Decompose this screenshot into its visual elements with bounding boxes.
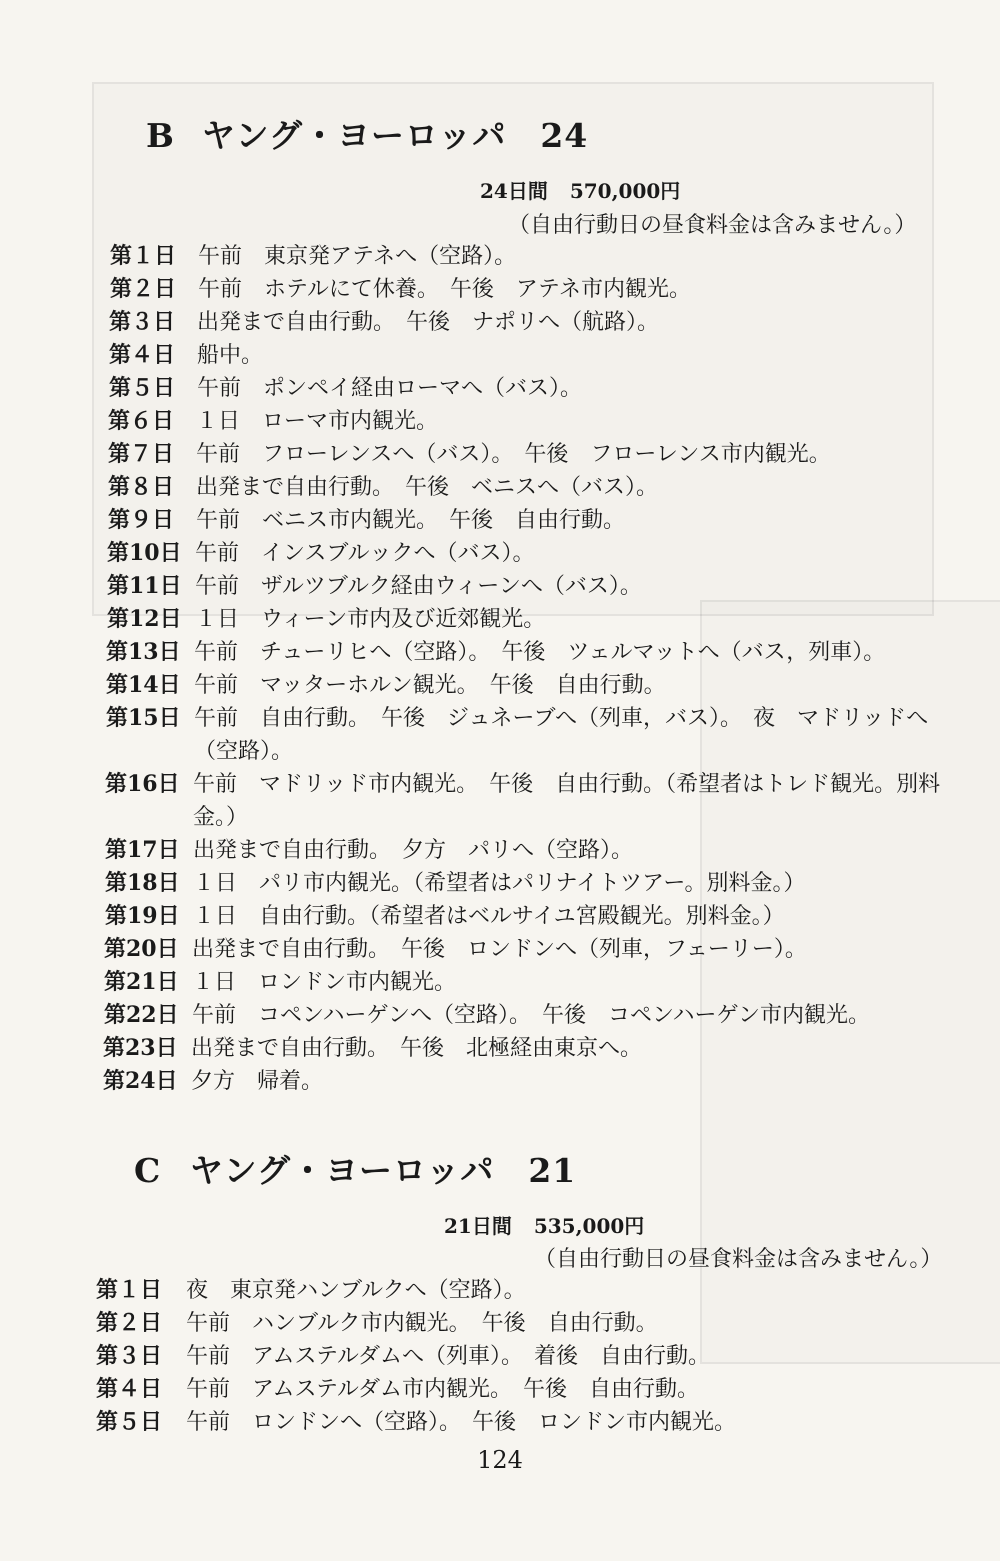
- tour-b-summary: [480, 175, 680, 204]
- itinerary-row: [0, 966, 1000, 999]
- day-label: 第10日: [107, 540, 182, 566]
- day-label: 第４日: [96, 1376, 163, 1402]
- day-description: 午前 自由行動。 午後 ジュネーブへ（列車，バス）。 夜 マドリッドへ（空路）。: [194, 706, 929, 764]
- day-label: 第５日: [96, 1409, 163, 1435]
- day-description: 午前 フローレンスへ（バス）。 午後 フローレンス市内観光。: [196, 442, 831, 467]
- day-description: 午前 ポンペイ経由ローマへ（バス）。: [197, 376, 583, 401]
- day-description: 午前 アムステルダムへ（列車）。 着後 自由行動。: [186, 1344, 711, 1369]
- day-label: 第８日: [108, 474, 175, 500]
- day-label: 第11日: [107, 573, 182, 599]
- itinerary-row: [0, 372, 1000, 405]
- day-description: １日 自由行動。（希望者はベルサイユ宮殿観光。別料金。）: [193, 904, 785, 929]
- tour-c-heading: [134, 1145, 576, 1192]
- day-description: 午前 マッターホルン観光。 午後 自由行動。: [194, 673, 666, 698]
- tour-b-note: （自由行動日の昼食料金は含みません。）: [508, 213, 917, 238]
- itinerary-row: [0, 240, 1000, 273]
- itinerary-row: [0, 438, 1000, 471]
- day-label: 第24日: [103, 1068, 178, 1094]
- day-label: 第18日: [105, 870, 180, 896]
- day-label: 第５日: [109, 375, 176, 401]
- day-label: 第９日: [108, 507, 175, 533]
- day-label: 第22日: [104, 1002, 179, 1028]
- itinerary-row: [0, 504, 1000, 537]
- itinerary-row: [0, 933, 1000, 966]
- day-description: 船中。: [197, 343, 264, 368]
- day-label: 第３日: [96, 1343, 163, 1369]
- day-label: 第１日: [110, 243, 177, 269]
- day-description: 午前 チューリヒへ（空路）。 午後 ツェルマットへ（バス，列車）。: [194, 640, 886, 665]
- itinerary-row: [0, 1307, 1000, 1340]
- itinerary-row: [0, 405, 1000, 438]
- day-description: 午前 アムステルダム市内観光。 午後 自由行動。: [186, 1377, 700, 1402]
- day-description: １日 ウィーン市内及び近郊観光。: [195, 607, 546, 632]
- tour-b-heading: [146, 110, 588, 157]
- tour-c-note: （自由行動日の昼食料金は含みません。）: [534, 1247, 943, 1272]
- itinerary-row: [0, 306, 1000, 339]
- itinerary-row: [0, 669, 1000, 702]
- day-label: 第12日: [107, 606, 182, 632]
- itinerary-row: [0, 471, 1000, 504]
- day-label: 第７日: [108, 441, 175, 467]
- day-description: １日 ロンドン市内観光。: [192, 970, 457, 995]
- itinerary-row: [0, 339, 1000, 372]
- day-description: 出発まで自由行動。 夕方 パリへ（空路）。: [193, 838, 634, 863]
- tour-b-price: 570,000円: [569, 179, 681, 203]
- day-description: １日 ローマ市内観光。: [196, 409, 439, 434]
- day-description: 出発まで自由行動。 午後 ロンドンへ（列車，フェーリー）。: [192, 937, 807, 962]
- itinerary-row: [0, 768, 1000, 834]
- day-label: 第21日: [104, 969, 179, 995]
- day-description: 午前 ザルツブルク経由ウィーンへ（バス）。: [195, 574, 642, 599]
- day-label: 第23日: [103, 1035, 178, 1061]
- day-description: 午前 インスブルックへ（バス）。: [195, 541, 535, 566]
- day-description: 午前 ロンドンへ（空路）。 午後 ロンドン市内観光。: [186, 1410, 737, 1435]
- day-label: 第17日: [105, 837, 180, 863]
- day-label: 第３日: [109, 309, 176, 335]
- itinerary-row: [0, 603, 1000, 636]
- tour-c-duration: 21日間: [444, 1214, 512, 1238]
- tour-c-summary: [444, 1210, 644, 1239]
- day-label: 第15日: [106, 705, 181, 731]
- day-description: 午前 マドリッド市内観光。 午後 自由行動。（希望者はトレド観光。別料金。）: [193, 772, 941, 830]
- day-description: 出発まで自由行動。 午後 ベニスへ（バス）。: [196, 475, 659, 500]
- day-label: 第16日: [105, 771, 180, 797]
- day-label: 第２日: [96, 1310, 163, 1336]
- day-description: 出発まで自由行動。 午後 ナポリへ（航路）。: [197, 310, 660, 335]
- tour-c-itinerary: [0, 1274, 1000, 1439]
- day-description: １日 パリ市内観光。（希望者はパリナイトツアー。別料金。）: [193, 871, 806, 896]
- day-label: 第14日: [106, 672, 181, 698]
- itinerary-row: [0, 1340, 1000, 1373]
- itinerary-row: [0, 636, 1000, 669]
- day-label: 第13日: [106, 639, 181, 665]
- itinerary-row: [0, 570, 1000, 603]
- tour-b-duration: 24日間: [480, 179, 548, 203]
- itinerary-row: [0, 1065, 1000, 1098]
- tour-b-itinerary: [0, 240, 1000, 1098]
- tour-c-price: 535,000円: [533, 1214, 645, 1238]
- page-number: 124: [477, 1446, 523, 1474]
- day-label: 第４日: [109, 342, 176, 368]
- tour-b-letter: B: [146, 116, 175, 155]
- itinerary-row: [0, 867, 1000, 900]
- day-description: 午前 ハンブルク市内観光。 午後 自由行動。: [186, 1311, 658, 1336]
- tour-c-letter: C: [134, 1151, 162, 1190]
- day-description: 出発まで自由行動。 午後 北極経由東京へ。: [191, 1036, 643, 1061]
- day-label: 第２日: [110, 276, 177, 302]
- day-label: 第６日: [108, 408, 175, 434]
- itinerary-row: [0, 537, 1000, 570]
- day-description: 夕方 帰着。: [191, 1069, 324, 1094]
- itinerary-row: [0, 1274, 1000, 1307]
- itinerary-row: [0, 834, 1000, 867]
- tour-b-title: ヤング・ヨーロッパ 24: [202, 116, 589, 155]
- day-description: 午前 ホテルにて休養。 午後 アテネ市内観光。: [198, 277, 692, 302]
- itinerary-row: [0, 1406, 1000, 1439]
- day-description: 午前 コペンハーゲンへ（空路）。 午後 コペンハーゲン市内観光。: [192, 1003, 871, 1028]
- day-description: 夜 東京発ハンブルクへ（空路）。: [186, 1278, 526, 1303]
- itinerary-row: [0, 1373, 1000, 1406]
- itinerary-row: [0, 999, 1000, 1032]
- tour-c-title: ヤング・ヨーロッパ 21: [190, 1151, 577, 1190]
- itinerary-row: [0, 1032, 1000, 1065]
- itinerary-row: [0, 702, 1000, 768]
- day-label: 第19日: [105, 903, 180, 929]
- day-description: 午前 東京発アテネへ（空路）。: [198, 244, 517, 269]
- itinerary-row: [0, 273, 1000, 306]
- day-label: 第20日: [104, 936, 179, 962]
- day-label: 第１日: [96, 1277, 163, 1303]
- day-description: 午前 ベニス市内観光。 午後 自由行動。: [196, 508, 626, 533]
- itinerary-row: [0, 900, 1000, 933]
